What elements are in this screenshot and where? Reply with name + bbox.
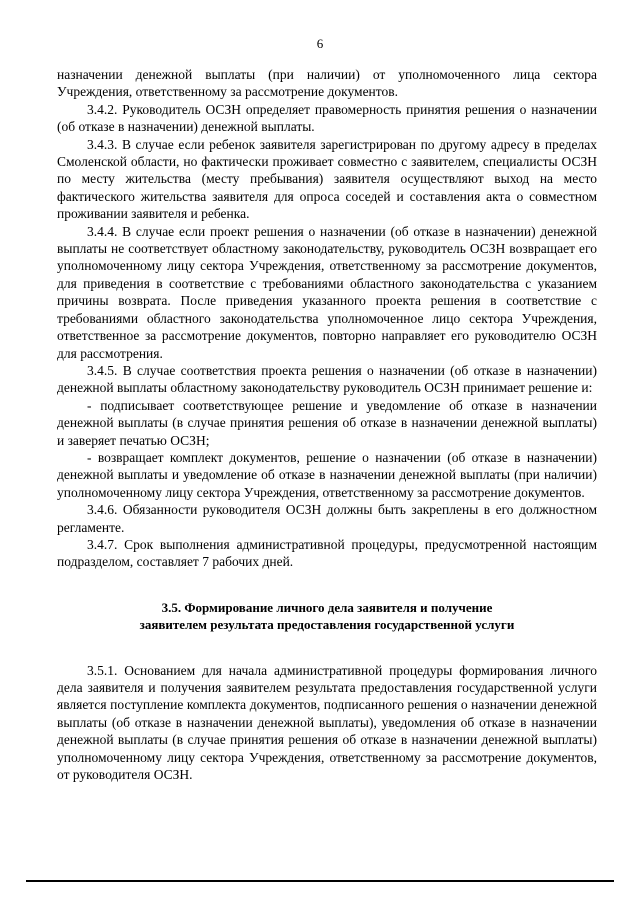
paragraph-3-4-7: 3.4.7. Срок выполнения административной процедуры, предусмотренной настоящим подразделом, составляет 7 рабочих дней. bbox=[57, 536, 597, 570]
page-number: 6 bbox=[316, 36, 324, 51]
paragraph-3-4-2: 3.4.2. Руководитель ОСЗН определяет правомерность принятия решения о назначении (об отказе в назначении) денежной выплаты. bbox=[57, 101, 597, 135]
section-heading-line-1: 3.5. Формирование личного дела заявителя и получение bbox=[161, 599, 493, 615]
section-heading-line-2: заявителем результата предоставления государственной услуги bbox=[139, 617, 515, 633]
document-body bbox=[57, 66, 597, 783]
paragraph-3-4-6: 3.4.6. Обязанности руководителя ОСЗН должны быть закреплены в его должностном регламенте. bbox=[57, 502, 597, 535]
list-item-return: - возвращает комплект документов, решение о назначении (об отказе в назначении) денежной выплаты и уведомление об отказе в назначении денежной выплаты (при наличии) уполномоченному лицу сектора Учреждения, ответственному за рассмотрение документов. bbox=[57, 449, 597, 500]
paragraph-3-4-3: 3.4.3. В случае если ребенок заявителя зарегистрирован по другому адресу в пределах Смоленской области, но фактически проживает совместно с заявителем, специалисты ОСЗН по месту жительства (месту пребывания) заявителя осуществляют выход на место фактического жительства заявителя для опроса соседей и составления акта о совместном проживании заявителя и ребенка. bbox=[57, 136, 597, 222]
paragraph-3-4-5: 3.4.5. В случае соответствия проекта решения о назначении (об отказе в назначении) денежной выплаты областному законодательству руководитель ОСЗН принимает решение и: bbox=[57, 362, 597, 396]
section-heading-3-5 bbox=[57, 599, 597, 634]
list-item-sign: - подписывает соответствующее решение и уведомление об отказе в назначении денежной выплаты (в случае принятия решения об отказе в назначении денежной выплаты) и заверяет печатью ОСЗН; bbox=[57, 397, 597, 448]
paragraph-3-4-4: 3.4.4. В случае если проект решения о назначении (об отказе в назначении) денежной выплаты не соответствует областному законодательству, руководитель ОСЗН возвращает его уполномоченному лицу сектора Учреждения, ответственному за рассмотрение документов, для приведения в соответствие с требованиями областного законодательства с указанием причины возврата. После приведения указанного проекта решения в соответствие с требованиями областного законодательства уполномоченное лицо сектора Учреждения, ответственное за рассмотрение документов, повторно направляет его руководителю ОСЗН для рассмотрения. bbox=[57, 223, 597, 361]
footer-rule bbox=[26, 880, 614, 882]
paragraph-continuation: назначении денежной выплаты (при наличии) от уполномоченного лица сектора Учреждения, ответственному за рассмотрение документов. bbox=[57, 67, 597, 100]
paragraph-3-5-1: 3.5.1. Основанием для начала административной процедуры формирования личного дела заявителя и получения заявителем результата предоставления государственной услуги является поступление комплекта документов, подписанного решения о назначении денежной выплаты (об отказе в назначении денежной выплаты), уведомления об отказе в назначении денежной выплаты (в случае принятия решения об отказе в назначении денежной выплаты) уполномоченному лицу сектора Учреждения, ответственному за рассмотрение документов, от руководителя ОСЗН. bbox=[57, 662, 597, 783]
